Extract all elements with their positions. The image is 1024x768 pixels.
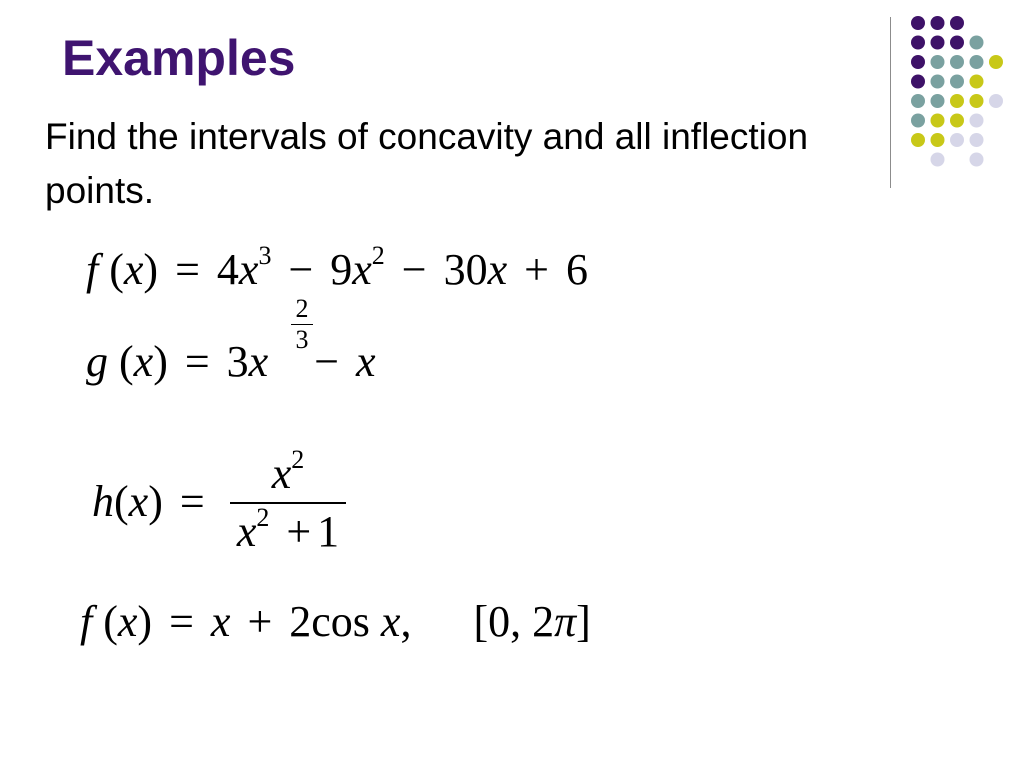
decor-dot-teal [950,55,964,69]
exponent-denominator: 3 [295,325,309,354]
operator: − [401,245,427,294]
decor-dot-teal [931,55,945,69]
function-name: g [86,337,108,386]
interval-open: [0, 2 [473,597,555,646]
decor-dot-olive [950,114,964,128]
decor-dot-olive [989,55,1003,69]
function-arg: x [123,245,144,294]
term-var: x [271,449,292,498]
fraction-denominator [230,504,346,556]
decor-dot-purple [931,16,945,30]
term-var: x [236,507,257,556]
decor-dot-teal [931,94,945,108]
decor-dot-teal [970,36,984,50]
term-exp: 2 [291,445,305,474]
term-exp: 2 [256,503,270,532]
term-coef: 30 [443,245,488,294]
decor-dot-lavender [950,133,964,147]
decor-dot-lavender [970,114,984,128]
decor-dot-teal [970,55,984,69]
decor-dot-purple [950,36,964,50]
term-var: x [356,337,376,386]
term-exp: 3 [258,241,272,270]
trig-function: cos [311,597,370,646]
equation-lhs: h(x) = [92,477,205,526]
decor-dot-purple [931,36,945,50]
decor-dot-teal [950,75,964,89]
decor-dot-lavender [989,94,1003,108]
decor-dot-purple [911,75,925,89]
term-coef: 3 [226,337,249,386]
decor-dot-purple [911,55,925,69]
decor-dot-olive [970,75,984,89]
trig-arg: x [380,597,401,646]
function-arg: x [117,597,138,646]
slide-title: Examples [62,30,296,86]
term-const: 6 [565,245,588,294]
decor-dot-purple [911,36,925,50]
term-coef: 4 [216,245,239,294]
equation-g-fractional-power: g (x) = 3x $\frac{2}{3}$ − x [86,294,376,386]
decor-dot-olive [931,114,945,128]
decor-dot-olive [911,133,925,147]
decor-dot-olive [970,94,984,108]
term-var: x [487,245,508,294]
operator: − [314,337,340,386]
decor-dot-purple [950,16,964,30]
term-coef: 2 [289,597,312,646]
decor-dot-teal [931,75,945,89]
decor-dot-lavender [970,133,984,147]
term-const: 1 [317,507,340,556]
rational-fraction [230,445,346,556]
term-exp: 2 [371,241,385,270]
decor-dot-lavender [970,153,984,167]
operator: − [288,245,314,294]
operator: + [524,245,549,294]
operator: + [286,507,312,556]
term-var: x [238,245,259,294]
function-name: f [80,597,93,646]
function-name: h [92,477,114,526]
term-var: x [210,597,231,646]
exponent-numerator: 2 [291,294,313,325]
interval-pi: π [554,597,577,646]
term-var: x [352,245,372,294]
equation-f-polynomial: f $(x) = 4x^3 - 9x^2 - 30x + 6$ [86,241,588,294]
interval-close: ] [576,597,591,646]
term-coef: 9 [330,245,353,294]
function-name: f [86,245,99,294]
decor-dot-lavender [931,153,945,167]
decor-dot-teal [911,94,925,108]
decor-dot-olive [931,133,945,147]
fraction-numerator [230,445,346,500]
operator: + [247,597,273,646]
decor-dot-olive [950,94,964,108]
instruction-text: Find the intervals of concavity and all inflection points. [45,116,809,211]
decor-dot-teal [911,114,925,128]
title-divider [890,17,891,188]
term-var: x [248,337,269,386]
function-arg: x [133,337,154,386]
fractional-exponent [291,294,313,355]
function-arg: x [128,477,149,526]
equation-f-trig: f (x) = x + 2cos x, [0, 2π] [80,597,591,646]
decor-dot-purple [911,16,925,30]
